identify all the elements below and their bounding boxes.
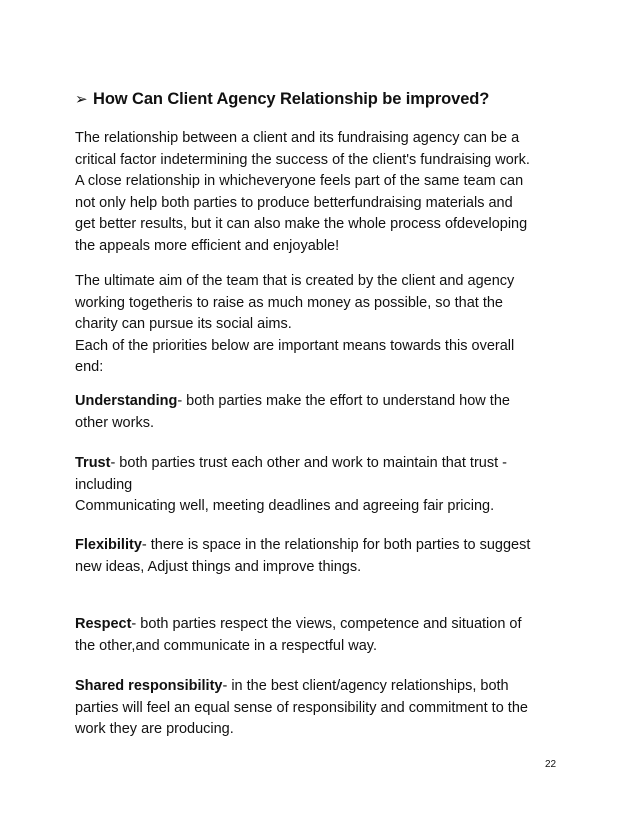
priority-term: Respect <box>75 616 132 632</box>
priority-line <box>75 676 575 698</box>
priority-description: - in the best client/agency relationships, both <box>222 678 509 694</box>
priority-term: Shared responsibility <box>75 678 223 694</box>
priority-line <box>75 391 575 413</box>
priority-description: - both parties trust each other and work to maintain that trust - <box>110 455 507 471</box>
section-heading-title: How Can Client Agency Relationship be improved? <box>93 90 490 108</box>
priority-line <box>75 535 575 557</box>
paragraph-line: A close relationship in whicheveryone feels part of the same team can <box>75 173 524 190</box>
paragraph-line: the appeals more efficient and enjoyable! <box>75 237 340 254</box>
priority-respect <box>75 614 575 657</box>
priority-line <box>75 453 575 475</box>
aim-paragraph <box>75 271 575 379</box>
priority-description: - both parties make the effort to understand how the <box>177 393 510 409</box>
section-heading <box>75 90 489 109</box>
priority-line: work they are producing. <box>75 721 234 738</box>
paragraph-line: end: <box>75 359 104 376</box>
priority-term: Trust <box>75 455 111 471</box>
paragraph-line: The ultimate aim of the team that is created by the client and agency <box>75 273 515 289</box>
priority-line: Communicating well, meeting deadlines and agreeing fair pricing. <box>75 498 495 515</box>
paragraph-line: Each of the priorities below are important means towards this overall <box>75 337 515 354</box>
priority-term: Understanding <box>75 393 178 409</box>
paragraph-line: The relationship between a client and its fundraising agency can be a <box>75 130 520 146</box>
priority-understanding <box>75 391 575 434</box>
priority-line: new ideas, Adjust things and improve things. <box>75 558 362 575</box>
priority-line: parties will feel an equal sense of responsibility and commitment to the <box>75 699 528 716</box>
intro-paragraph <box>75 128 575 258</box>
priority-shared-responsibility <box>75 676 575 741</box>
priority-line: including <box>75 476 133 493</box>
priority-term: Flexibility <box>75 537 142 553</box>
page-number: 22 <box>545 759 557 770</box>
priority-description: - both parties respect the views, competence and situation of <box>131 616 522 632</box>
arrow-bullet-icon: ➢ <box>75 91 88 108</box>
priority-line <box>75 614 575 636</box>
priority-flexibility <box>75 535 575 578</box>
priority-description: - there is space in the relationship for both parties to suggest <box>141 537 531 553</box>
paragraph-line: working togetheris to raise as much money as possible, so that the <box>75 294 503 311</box>
paragraph-line: critical factor indetermining the success of the client's fundraising work. <box>75 151 530 168</box>
priority-line: the other,and communicate in a respectful way. <box>75 637 377 654</box>
priority-trust <box>75 453 575 518</box>
paragraph-line: charity can pursue its social aims. <box>75 316 292 333</box>
paragraph-line: get better results, but it can also make the whole process ofdeveloping <box>75 216 528 233</box>
priority-line: other works. <box>75 414 154 431</box>
paragraph-line: not only help both parties to produce betterfundraising materials and <box>75 194 513 211</box>
